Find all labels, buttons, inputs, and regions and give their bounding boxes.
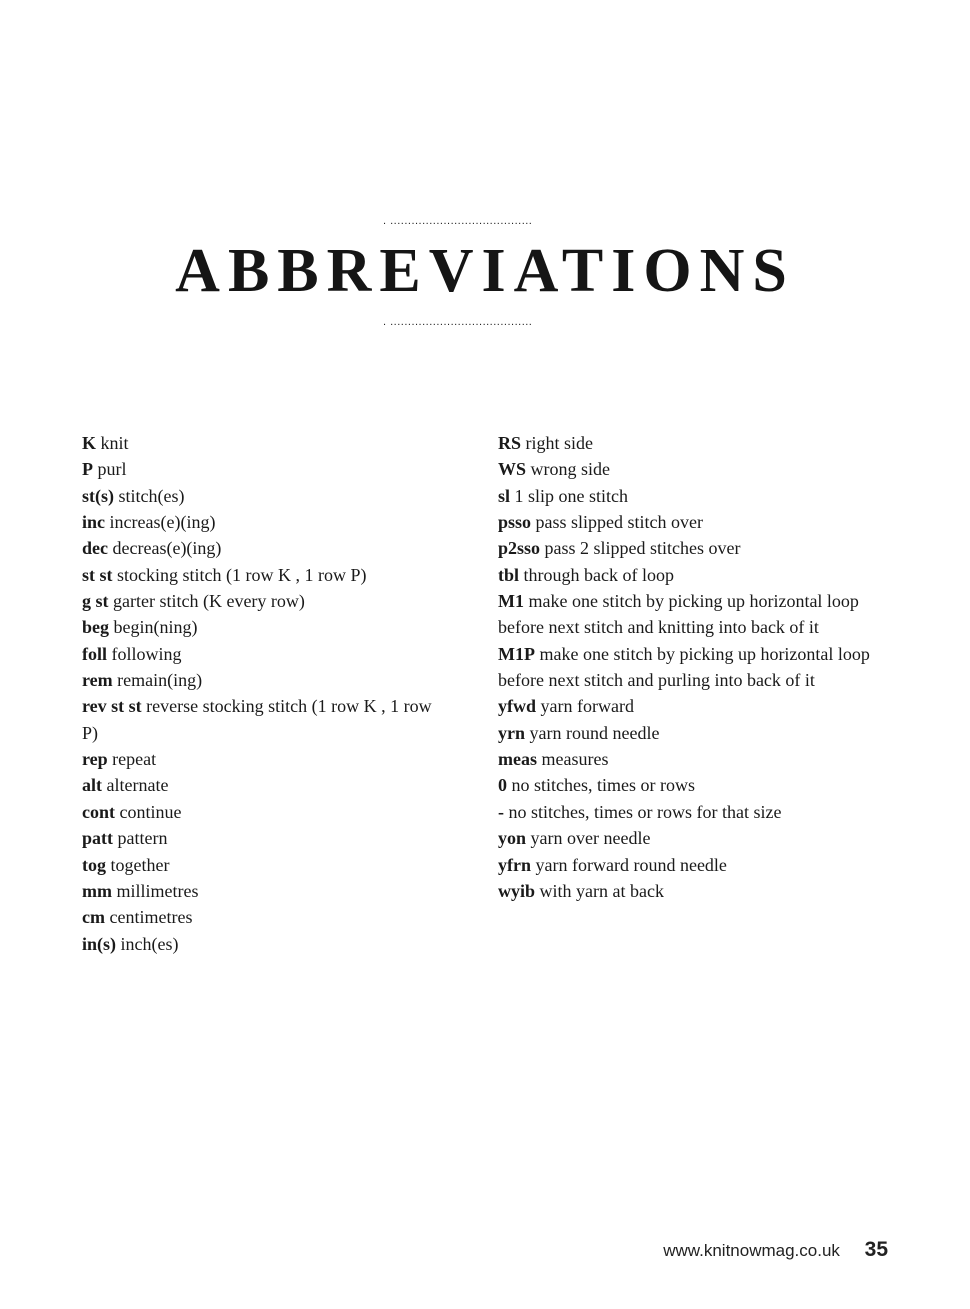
- abbreviation-term: rev st st: [82, 696, 142, 717]
- abbreviation-meaning: pass slipped stitch over: [535, 512, 704, 533]
- abbreviation-entry: [82, 746, 450, 772]
- website-url: www.knitnowmag.co.uk: [663, 1241, 840, 1260]
- abbreviation-meaning: millimetres: [116, 880, 199, 901]
- abbreviation-meaning: pattern: [117, 828, 168, 849]
- abbreviation-term: WS: [498, 459, 527, 480]
- abbreviation-entry: [82, 509, 450, 535]
- abbreviation-meaning: yarn round needle: [529, 722, 660, 743]
- abbreviation-entry: [498, 852, 884, 878]
- abbreviation-term: P: [82, 459, 93, 480]
- abbreviation-meaning: make one stitch by picking up horizontal loop before next stitch and knitting into back of it: [498, 591, 859, 638]
- title-rule-bottom: . ........................................: [383, 316, 533, 328]
- abbreviation-term: st(s): [82, 485, 114, 506]
- abbreviation-meaning: measures: [541, 749, 609, 770]
- abbreviation-term: K: [82, 433, 97, 453]
- page-title: ABBREVIATIONS: [175, 237, 795, 305]
- abbreviation-term: tog: [82, 854, 106, 875]
- abbreviation-entry: [82, 614, 450, 640]
- abbreviation-meaning: through back of loop: [523, 564, 674, 585]
- abbreviation-entry: [498, 746, 884, 772]
- abbreviation-meaning: 1 slip one stitch: [514, 485, 629, 506]
- abbreviation-meaning: stocking stitch (1 row K , 1 row P): [117, 564, 367, 585]
- abbreviation-entry: [498, 799, 884, 825]
- abbreviations-right-column: [498, 430, 884, 904]
- abbreviation-term: yrn: [498, 722, 525, 743]
- abbreviation-entry: [82, 799, 450, 825]
- abbreviation-term: foll: [82, 643, 107, 664]
- abbreviation-entry: [82, 772, 450, 798]
- abbreviation-entry: [498, 588, 884, 641]
- abbreviation-term: wyib: [498, 880, 536, 901]
- abbreviation-term: tbl: [498, 564, 520, 585]
- abbreviation-entry: [82, 483, 450, 509]
- abbreviation-meaning: inch(es): [120, 933, 179, 954]
- abbreviation-meaning: stitch(es): [118, 485, 185, 506]
- page-number: 35: [864, 1238, 888, 1261]
- abbreviation-term: dec: [82, 538, 108, 559]
- abbreviation-meaning: make one stitch by picking up horizontal loop before next stitch and purling into back of it: [498, 643, 870, 691]
- title-rule-top: . ........................................: [383, 215, 533, 227]
- abbreviation-entry: [82, 931, 450, 957]
- abbreviation-term: yon: [498, 828, 527, 849]
- abbreviation-meaning: pass 2 slipped stitches over: [544, 538, 741, 559]
- abbreviation-term: 0: [498, 775, 507, 796]
- abbreviation-entry: [82, 456, 450, 482]
- abbreviation-term: st st: [82, 564, 113, 585]
- abbreviation-term: sl: [498, 485, 511, 506]
- abbreviation-term: M1P: [498, 643, 535, 664]
- abbreviation-meaning: following: [111, 643, 182, 664]
- abbreviation-meaning: purl: [97, 459, 127, 480]
- abbreviation-entry: [82, 562, 450, 588]
- abbreviation-entry: [498, 430, 884, 456]
- abbreviation-meaning: garter stitch (K every row): [113, 591, 305, 612]
- abbreviation-meaning: no stitches, times or rows for that size: [508, 801, 782, 822]
- abbreviation-term: patt: [82, 828, 113, 849]
- abbreviation-entry: [498, 693, 884, 719]
- abbreviation-entry: [498, 825, 884, 851]
- abbreviation-entry: [498, 772, 884, 798]
- abbreviation-term: p2sso: [498, 538, 541, 559]
- abbreviation-term: cont: [82, 801, 115, 822]
- abbreviation-entry: [82, 825, 450, 851]
- abbreviation-meaning: right side: [525, 433, 594, 453]
- abbreviation-entry: [498, 535, 884, 561]
- abbreviation-term: rem: [82, 670, 113, 691]
- abbreviation-entry: [82, 693, 450, 746]
- abbreviation-term: meas: [498, 749, 537, 770]
- abbreviation-meaning: alternate: [106, 775, 169, 796]
- abbreviation-meaning: yarn forward: [540, 696, 634, 717]
- abbreviation-meaning: begin(ning): [113, 617, 198, 638]
- abbreviation-term: -: [498, 801, 504, 822]
- abbreviation-meaning: yarn over needle: [530, 828, 651, 849]
- abbreviation-term: M1: [498, 591, 524, 612]
- abbreviation-meaning: repeat: [112, 749, 157, 770]
- abbreviation-term: alt: [82, 775, 102, 796]
- abbreviation-entry: [498, 641, 884, 694]
- abbreviation-meaning: centimetres: [109, 907, 193, 928]
- abbreviation-term: yfwd: [498, 696, 537, 717]
- abbreviation-meaning: decreas(e)(ing): [112, 538, 222, 559]
- abbreviation-entry: [82, 588, 450, 614]
- abbreviation-meaning: with yarn at back: [539, 880, 664, 901]
- abbreviation-entry: [82, 878, 450, 904]
- abbreviation-entry: [498, 720, 884, 746]
- abbreviation-term: psso: [498, 512, 532, 533]
- abbreviation-term: inc: [82, 512, 106, 533]
- abbreviation-term: yfrn: [498, 854, 531, 875]
- abbreviation-entry: [498, 456, 884, 482]
- abbreviation-term: mm: [82, 880, 112, 901]
- abbreviation-term: RS: [498, 433, 522, 453]
- abbreviation-meaning: wrong side: [530, 459, 611, 480]
- abbreviation-meaning: no stitches, times or rows: [511, 775, 695, 796]
- abbreviation-entry: [498, 878, 884, 904]
- abbreviation-entry: [82, 904, 450, 930]
- page-footer: [663, 1238, 888, 1262]
- abbreviation-term: cm: [82, 907, 105, 928]
- abbreviation-entry: [82, 535, 450, 561]
- abbreviation-meaning: yarn forward round needle: [535, 854, 727, 875]
- abbreviation-entry: [498, 509, 884, 535]
- abbreviation-meaning: increas(e)(ing): [109, 512, 216, 533]
- abbreviation-entry: [82, 852, 450, 878]
- abbreviation-meaning: knit: [100, 433, 129, 453]
- abbreviation-entry: [82, 641, 450, 667]
- abbreviation-term: beg: [82, 617, 109, 638]
- abbreviation-meaning: reverse stocking stitch (1 row K , 1 row P): [82, 696, 432, 743]
- abbreviation-meaning: together: [110, 854, 170, 875]
- abbreviation-entry: [82, 430, 450, 456]
- abbreviation-entry: [82, 667, 450, 693]
- abbreviation-term: g st: [82, 591, 109, 612]
- abbreviations-left-column: [82, 430, 450, 957]
- abbreviation-meaning: remain(ing): [117, 670, 203, 691]
- abbreviation-entry: [498, 483, 884, 509]
- abbreviation-term: rep: [82, 749, 108, 770]
- abbreviation-entry: [498, 562, 884, 588]
- abbreviation-meaning: continue: [119, 801, 182, 822]
- abbreviation-term: in(s): [82, 933, 117, 954]
